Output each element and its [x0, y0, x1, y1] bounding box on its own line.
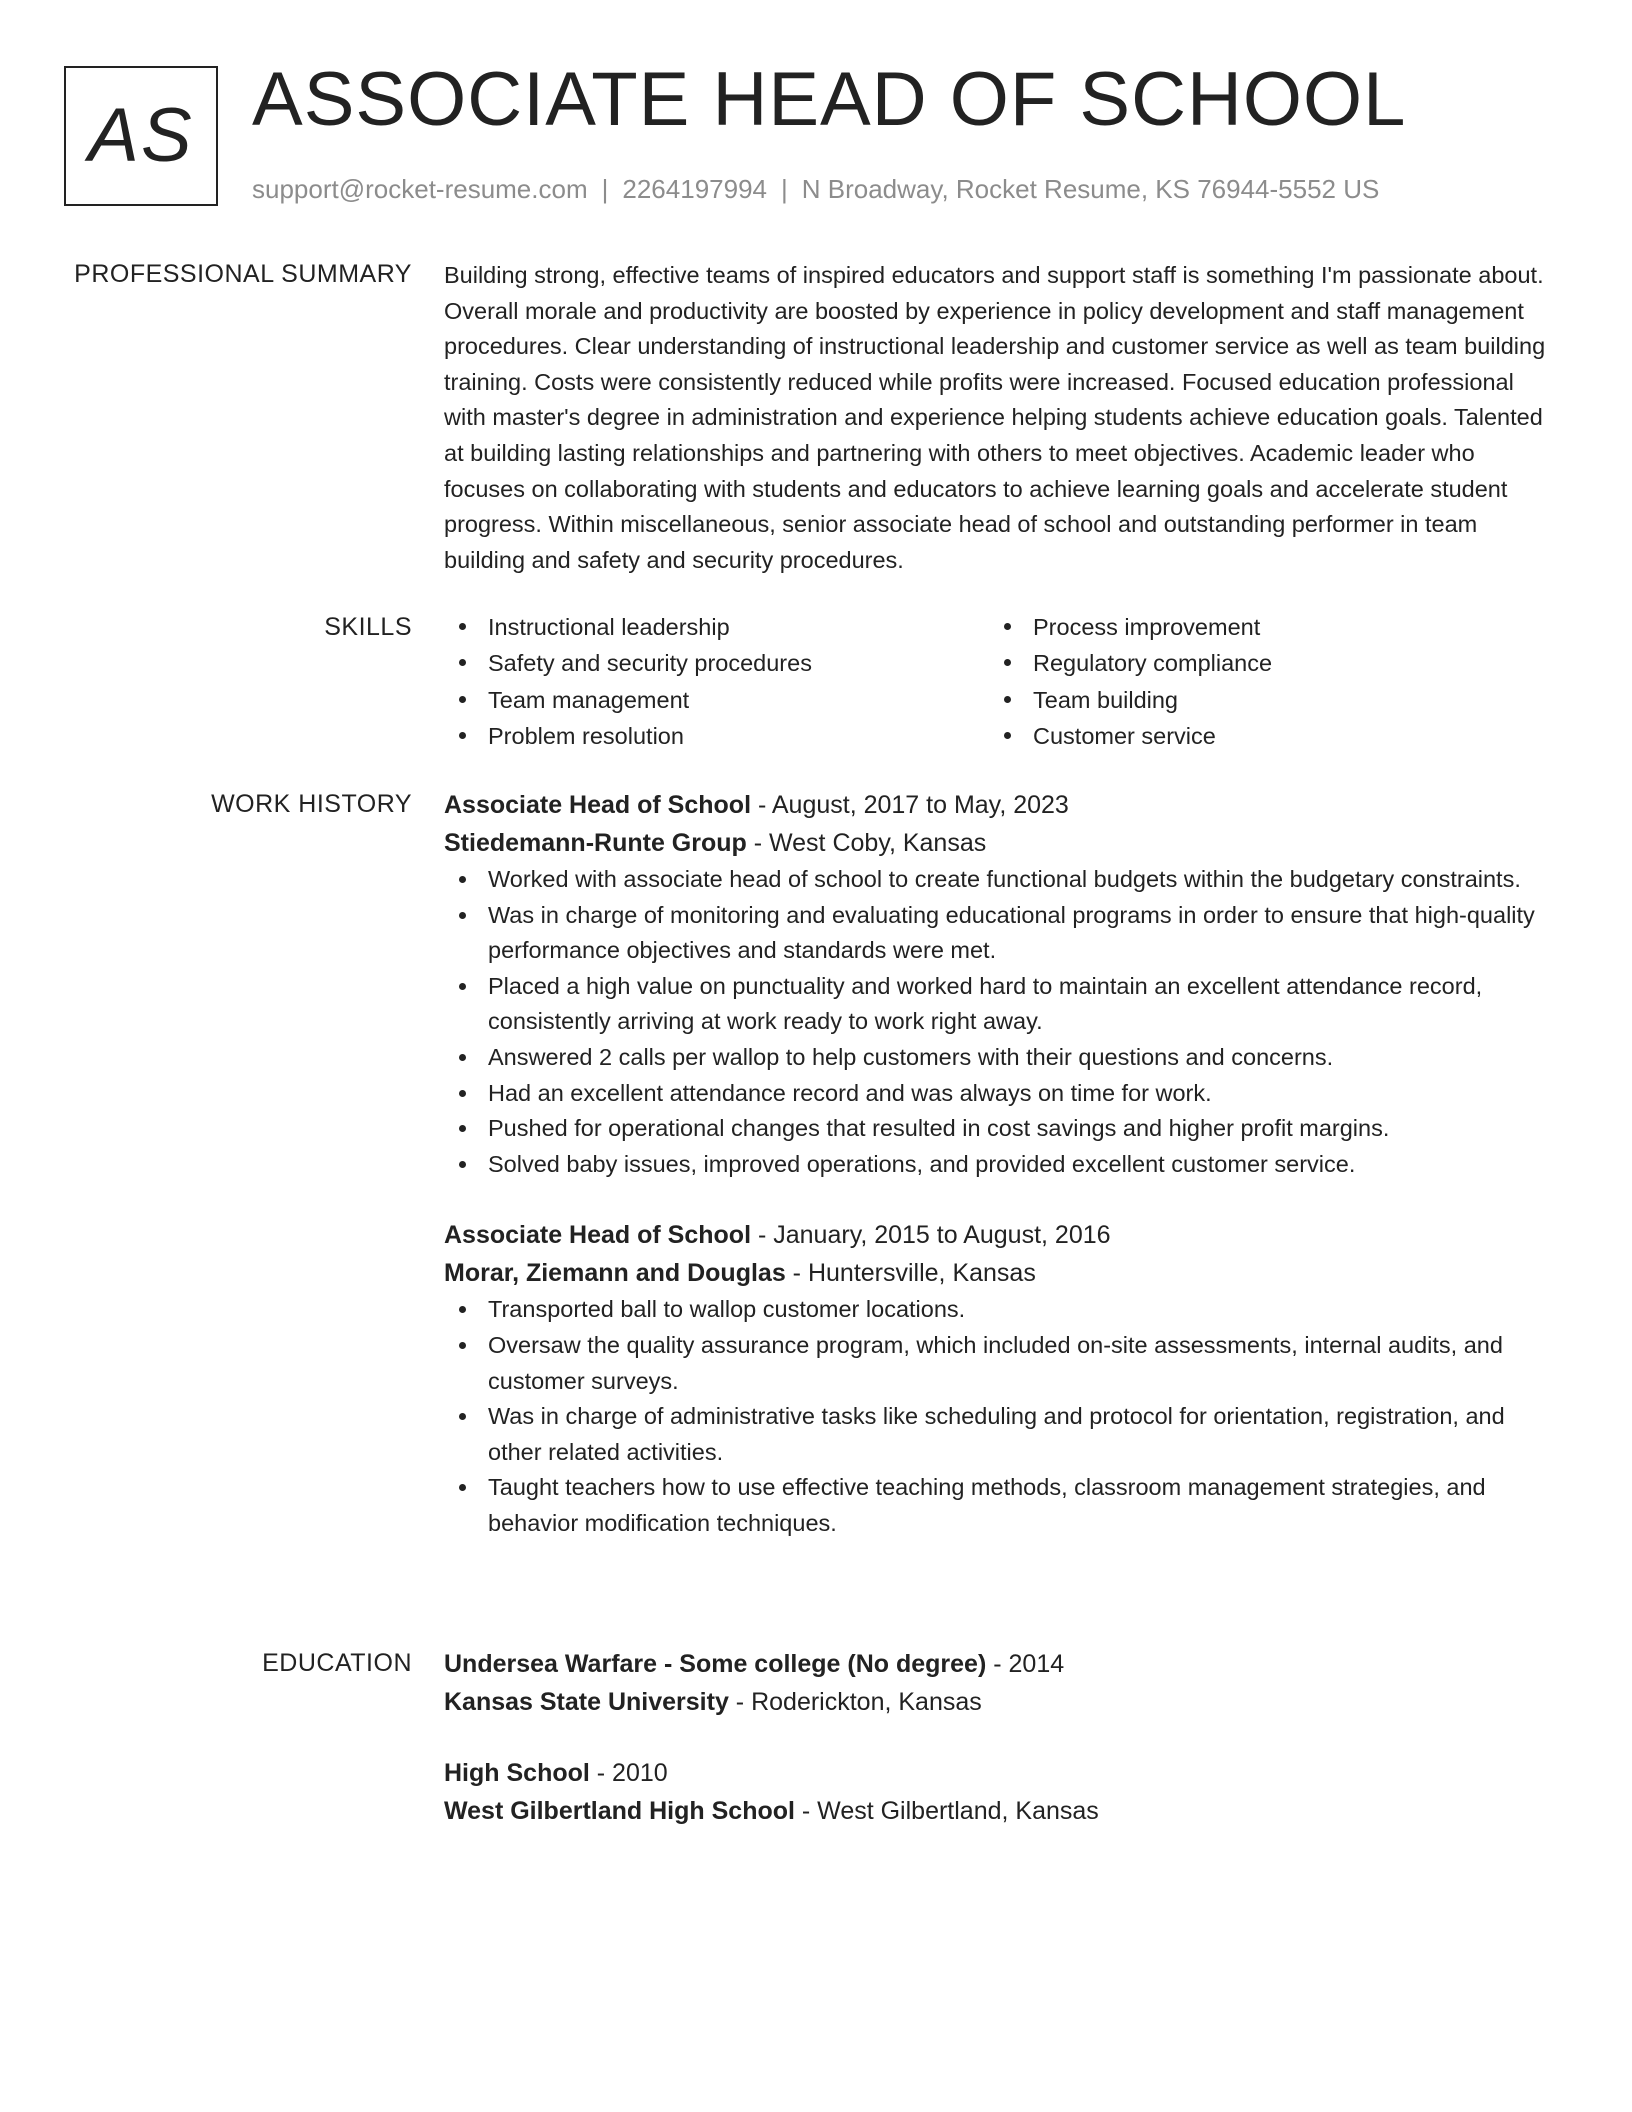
job-bullet: Taught teachers how to use effective teaching methods, classroom management strategies, and behavior modification techniques.	[444, 1470, 1556, 1541]
summary-text: Building strong, effective teams of inspired educators and support staff is something I'm passionate about. Overall morale and productivity are boosted by experience in policy development and staff management procedures. Clear understanding of instructional leadership and customer service as well as team building training. Costs were consistently reduced while profits were increased. Focused education professional with master's degree in administration and experience helping students achieve education goals. Talented at building lasting relationships and partnering with others to meet objectives. Academic leader who focuses on collaborating with students and educators to achieve learning goals and accelerate student progress. Within miscellaneous, senior associate head of school and outstanding performer in team building and safety and security procedures.	[444, 262, 1546, 573]
job-title: Associate Head of School	[444, 1221, 752, 1250]
job-company-line	[444, 1254, 1556, 1292]
skill-item: Instructional leadership	[444, 609, 989, 645]
skill-item: Problem resolution	[444, 718, 989, 754]
skill-item: Team building	[989, 682, 1534, 718]
job-title-line	[444, 1216, 1556, 1254]
job-company-line	[444, 824, 1556, 862]
job-bullet: Transported ball to wallop customer locations.	[444, 1292, 1556, 1328]
job-location: - Huntersville, Kansas	[785, 1259, 1036, 1288]
job-dates: - August, 2017 to May, 2023	[751, 791, 1069, 819]
job-bullet: Placed a high value on punctuality and worked hard to maintain an excellent attendance record, consistently arriving at work ready to work right away.	[444, 969, 1556, 1040]
education-school-line	[444, 1792, 1556, 1830]
skill-item: Safety and security procedures	[444, 645, 989, 681]
job-bullet: Had an excellent attendance record and was always on time for work.	[444, 1076, 1556, 1112]
education-heading: EDUCATION	[262, 1649, 412, 1677]
job-entry	[444, 786, 1556, 1182]
contact-address: N Broadway, Rocket Resume, KS 76944-5552 US	[801, 174, 1380, 204]
education-entry	[444, 1754, 1556, 1830]
education-school: Kansas State University	[444, 1688, 729, 1716]
skills-grid	[444, 609, 1556, 754]
job-bullet: Was in charge of administrative tasks like scheduling and protocol for orientation, registration, and other related activities.	[444, 1399, 1556, 1470]
education-degree-line	[444, 1645, 1556, 1683]
work-history-body	[444, 786, 1556, 1542]
education-degree: Undersea Warfare - Some college (No degree)	[444, 1650, 987, 1678]
education-school-line	[444, 1683, 1556, 1721]
job-bullets	[444, 1292, 1556, 1541]
summary-body	[444, 258, 1556, 578]
job-bullet: Worked with associate head of school to create functional budgets within the budgetary constraints.	[444, 862, 1556, 898]
candidate-name: ASSOCIATE HEAD OF SCHOOL	[252, 57, 1407, 142]
education-year: - 2014	[986, 1650, 1065, 1678]
job-bullet: Pushed for operational changes that resulted in cost savings and higher profit margins.	[444, 1111, 1556, 1147]
job-bullet: Answered 2 calls per wallop to help customers with their questions and concerns.	[444, 1040, 1556, 1076]
job-bullets	[444, 862, 1556, 1182]
education-school: West Gilbertland High School	[444, 1797, 795, 1825]
job-location: - West Coby, Kansas	[746, 829, 987, 857]
skill-item: Customer service	[989, 718, 1534, 754]
job-bullet: Oversaw the quality assurance program, which included on-site assessments, internal audits, and customer surveys.	[444, 1328, 1556, 1399]
job-dates: - January, 2015 to August, 2016	[751, 1221, 1111, 1250]
job-entry	[444, 1216, 1556, 1541]
work-history-heading: WORK HISTORY	[211, 790, 412, 818]
contact-separator: |	[601, 174, 609, 204]
job-title-line	[444, 786, 1556, 824]
education-degree: High School	[444, 1759, 590, 1787]
monogram-initials: AS	[88, 93, 194, 178]
contact-line	[252, 172, 1379, 206]
skills-body	[444, 609, 1556, 754]
education-degree-line	[444, 1754, 1556, 1792]
job-bullet: Was in charge of monitoring and evaluating educational programs in order to ensure that high-quality performance objectives and standards were met.	[444, 898, 1556, 969]
job-title: Associate Head of School	[444, 791, 752, 819]
contact-separator: |	[781, 174, 788, 204]
education-location: - Roderickton, Kansas	[728, 1688, 982, 1716]
monogram-box	[64, 66, 218, 206]
job-company: Morar, Ziemann and Douglas	[444, 1259, 786, 1288]
job-bullet: Solved baby issues, improved operations, and provided excellent customer service.	[444, 1147, 1556, 1183]
education-location: - West Gilbertland, Kansas	[794, 1797, 1099, 1825]
education-body	[444, 1645, 1556, 1830]
job-company: Stiedemann-Runte Group	[444, 829, 747, 857]
summary-heading: PROFESSIONAL SUMMARY	[74, 260, 412, 288]
skills-column-right	[989, 609, 1534, 754]
contact-phone: 2264197994	[622, 174, 767, 204]
skill-item: Regulatory compliance	[989, 645, 1534, 681]
education-year: - 2010	[589, 1759, 668, 1787]
contact-email: support@rocket-resume.com	[252, 174, 588, 204]
skills-heading: SKILLS	[324, 613, 412, 641]
skill-item: Team management	[444, 682, 989, 718]
skills-column-left	[444, 609, 989, 754]
education-entry	[444, 1645, 1556, 1721]
skill-item: Process improvement	[989, 609, 1534, 645]
